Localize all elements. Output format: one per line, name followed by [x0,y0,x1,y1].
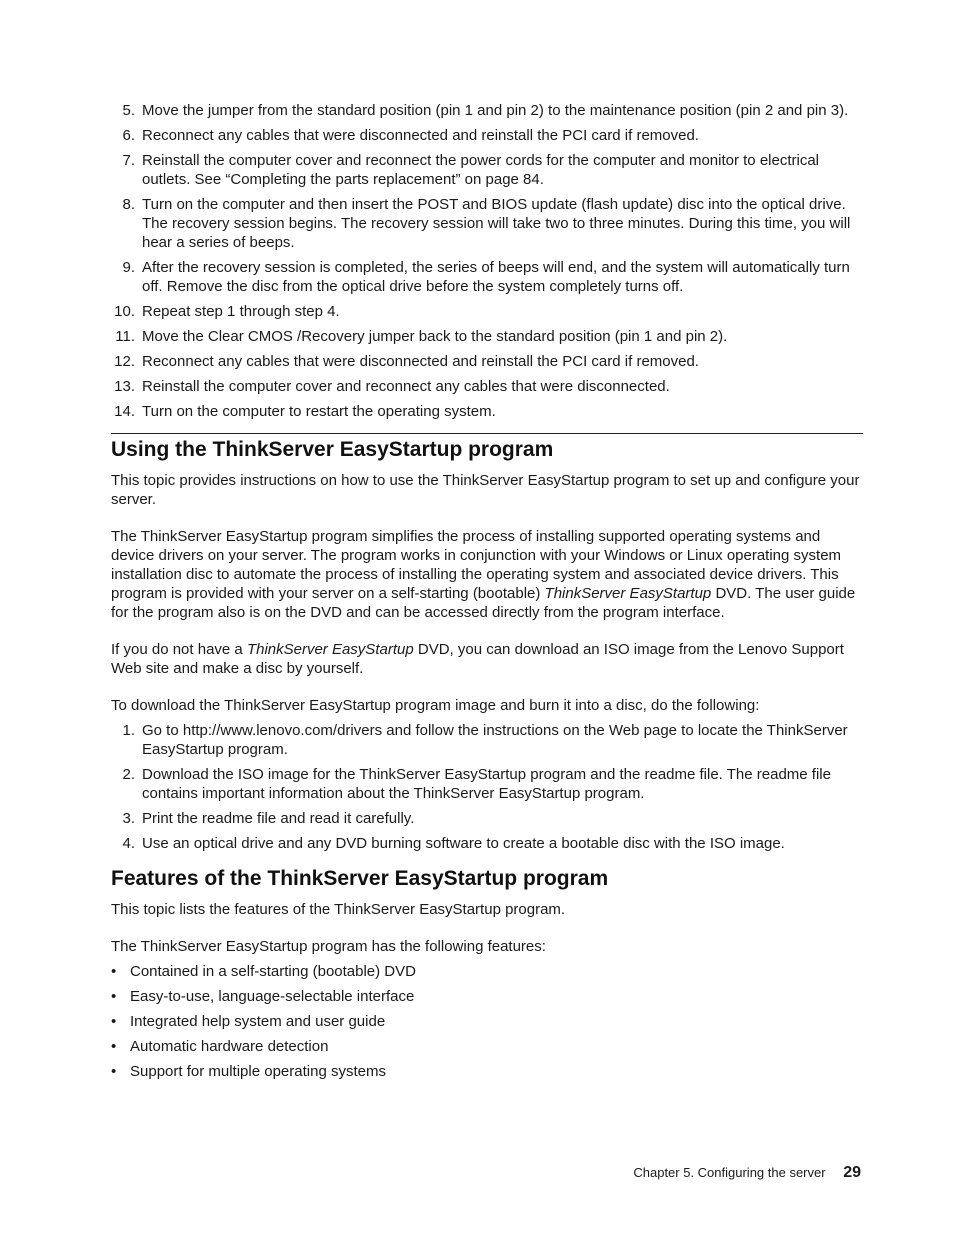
step-text: Reconnect any cables that were disconnected and reinstall the PCI card if removed. [142,353,699,370]
step-number: 2. [122,766,135,783]
step-text: Reinstall the computer cover and reconnect any cables that were disconnected. [142,378,670,395]
step-text: Use an optical drive and any DVD burning software to create a bootable disc with the ISO image. [142,835,785,852]
product-name-emphasis: ThinkServer EasyStartup [246,641,414,658]
step-number: 1. [122,722,135,739]
page-number: 29 [843,1164,861,1181]
list-item [111,987,863,1006]
step-number: 3. [122,810,135,827]
page-content [111,101,863,1087]
step-number: 4. [122,835,135,852]
step-text: Print the readme file and read it carefully. [142,810,415,827]
list-item [111,834,863,853]
paragraph: This topic provides instructions on how to use the ThinkServer EasyStartup program to set up and configure your server. [111,472,860,508]
list-item [111,402,863,421]
step-text: Turn on the computer and then insert the POST and BIOS update (flash update) disc into the optical drive. The recovery session begins. The recovery session will take two to three minutes. During this time, you will hear a series of beeps. [142,196,851,251]
step-number: 14. [114,403,135,420]
bullet-icon: • [111,1038,117,1055]
list-item [111,151,863,189]
list-item [111,1062,863,1081]
list-item [111,1012,863,1031]
step-text: Go to http://www.lenovo.com/drivers and follow the instructions on the Web page to locate the ThinkServer EasyStartup program. [142,722,848,758]
list-item [111,1037,863,1056]
step-number: 8. [122,196,135,213]
list-item [111,101,863,120]
section-heading-features: Features of the ThinkServer EasyStartup program [111,867,609,890]
paragraph [111,527,863,622]
feature-text: Automatic hardware detection [130,1038,329,1055]
step-number: 10. [114,303,135,320]
step-number: 13. [114,378,135,395]
step-text: Reinstall the computer cover and reconnect the power cords for the computer and monitor to electrical outlets. See “Completing the parts replacement” on page 84. [142,152,820,188]
list-item [111,126,863,145]
step-text: Download the ISO image for the ThinkServer EasyStartup program and the readme file. The readme file contains important information about the ThinkServer EasyStartup program. [142,766,831,802]
paragraph: To download the ThinkServer EasyStartup program image and burn it into a disc, do the following: [111,697,760,714]
paragraph: The ThinkServer EasyStartup program has the following features: [111,938,546,955]
list-item [111,302,863,321]
step-text: Turn on the computer to restart the operating system. [142,403,496,420]
list-item [111,765,863,803]
list-item [111,962,863,981]
bullet-icon: • [111,1013,117,1030]
step-number: 9. [122,259,135,276]
feature-text: Easy-to-use, language-selectable interface [130,988,415,1005]
features-list [111,962,863,1081]
step-text: Move the Clear CMOS /Recovery jumper back to the standard position (pin 1 and pin 2). [142,328,728,345]
list-item [111,195,863,252]
section-divider [111,433,863,434]
step-text: After the recovery session is completed, the series of beeps will end, and the system will automatically turn off. Remove the disc from the optical drive before the system completely turns off. [142,259,850,295]
paragraph-text: The ThinkServer EasyStartup program simplifies the process of installing supported operating systems and device drivers on your server. The program works in conjunction with your Windows or Linux operating system installation disc to automate the process of installing the operating system and associated device drivers. This program is provided with your server on a self-starting (bootable) [111,528,842,602]
download-steps-list [111,721,863,853]
step-number: 6. [122,127,135,144]
recovery-steps-list [111,101,863,421]
step-number: 12. [114,353,135,370]
step-number: 7. [122,152,135,169]
paragraph-text: If you do not have a [111,641,247,658]
bullet-icon: • [111,963,117,980]
step-text: Move the jumper from the standard position (pin 1 and pin 2) to the maintenance position (pin 2 and pin 3). [142,102,849,119]
paragraph: This topic lists the features of the ThinkServer EasyStartup program. [111,901,566,918]
list-item [111,258,863,296]
paragraph-text: DVD. The user guide for the program also is on the DVD and can be accessed directly from the program interface. [111,585,856,621]
feature-text: Contained in a self-starting (bootable) DVD [130,963,416,980]
step-text: Reconnect any cables that were disconnected and reinstall the PCI card if removed. [142,127,699,144]
bullet-icon: • [111,988,117,1005]
product-name-emphasis: ThinkServer EasyStartup [544,585,712,602]
feature-text: Support for multiple operating systems [130,1063,386,1080]
page-footer [633,1163,861,1183]
feature-text: Integrated help system and user guide [130,1013,386,1030]
chapter-label: Chapter 5. Configuring the server [633,1165,826,1180]
list-item [111,352,863,371]
list-item [111,377,863,396]
step-number: 5. [122,102,135,119]
list-item [111,809,863,828]
section-heading-easystartup: Using the ThinkServer EasyStartup program [111,438,554,461]
bullet-icon: • [111,1063,117,1080]
paragraph [111,640,863,678]
step-text: Repeat step 1 through step 4. [142,303,340,320]
list-item [111,327,863,346]
list-item [111,721,863,759]
paragraph-text: DVD, you can download an ISO image from the Lenovo Support Web site and make a disc by yourself. [111,641,844,677]
step-number: 11. [115,328,135,345]
